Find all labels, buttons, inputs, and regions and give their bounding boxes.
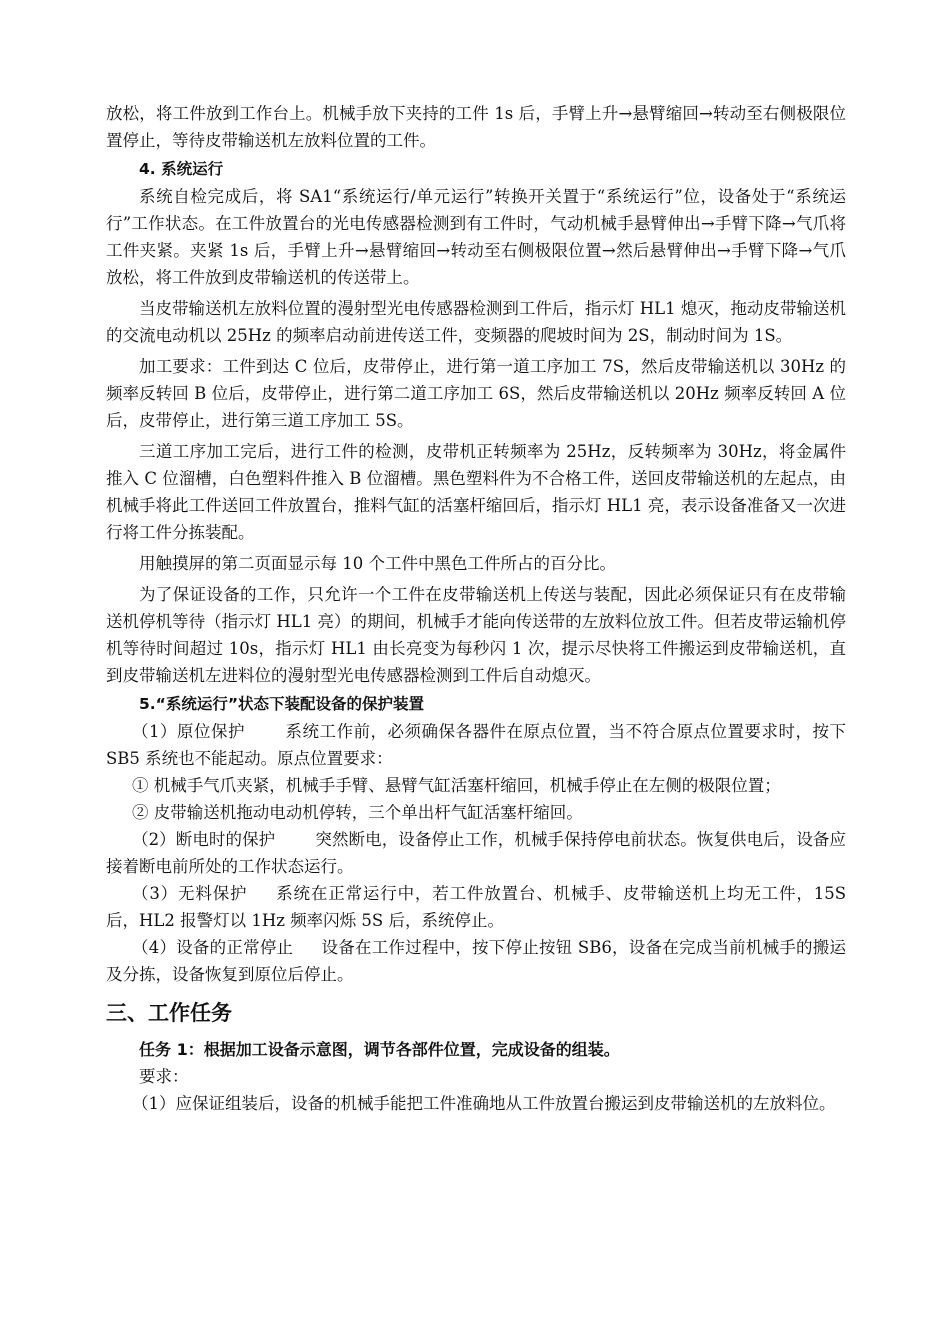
protection-normal-stop-label: （4）设备的正常停止 xyxy=(132,938,294,957)
task-1-heading: 任务 1：根据加工设备示意图，调节各部件位置，完成设备的组装。 xyxy=(139,1040,620,1059)
protection-origin-label: （1）原位保护 xyxy=(132,722,245,741)
protection-origin xyxy=(106,718,846,772)
document-page xyxy=(106,100,846,1117)
origin-item-2: ② 皮带输送机拖动电动机停转，三个单出杆气缸活塞杆缩回。 xyxy=(132,803,583,822)
protection-power-off-text: 突然断电，设备停止工作，机械手保持停电前状态。恢复供电后，设备应接着断电前所处的工作状态运行。 xyxy=(106,830,847,876)
paragraph-single-workpiece: 为了保证设备的工作，只允许一个工件在皮带输送机上传送与装配，因此必须保证只有在皮带输送机停机等待（指示灯 HL1 亮）的期间，机械手才能向传送带的左放料位放工件。但若皮带运输机停机等待时间超过 10s，指示灯 HL1 由长亮变为每秒闪 1 次，提示尽快将工件搬运到皮带输送机，直到皮带输送机左进料位的漫射型光电传感器检测到工件后自动熄灭。 xyxy=(106,585,846,685)
protection-power-off-label: （2）断电时的保护 xyxy=(132,830,276,849)
protection-normal-stop xyxy=(106,934,846,988)
requirements-label: 要求： xyxy=(139,1067,189,1086)
protection-no-material xyxy=(106,880,846,934)
protection-no-material-label: （3）无料保护 xyxy=(132,884,248,903)
protection-power-off xyxy=(106,826,846,880)
origin-item-1: ① 机械手气爪夹紧，机械手手臂、悬臂气缸活塞杆缩回，机械手停止在左侧的极限位置； xyxy=(132,776,781,795)
protection-origin-text: 系统工作前，必须确保各器件在原点位置，当不符合原点位置要求时，按下 SB5 系统也不能起动。原点位置要求： xyxy=(106,722,846,768)
heading-system-run: 4. 系统运行 xyxy=(139,160,224,178)
protection-no-material-text: 系统在正常运行中，若工件放置台、机械手、皮带输送机上均无工件，15S 后，HL2 报警灯以 1Hz 频率闪烁 5S 后，系统停止。 xyxy=(106,884,846,930)
paragraph-inspection: 三道工序加工完后，进行工件的检测，皮带机正转频率为 25Hz，反转频率为 30Hz，将金属件推入 C 位溜槽，白色塑料件推入 B 位溜槽。黑色塑料件为不合格工件，送回皮带输送机的左起点，由机械手将此工件送回工件放置台，推料气缸的活塞杆缩回后，指示灯 HL1 亮，表示设备准备又一次进行将工件分拣装配。 xyxy=(106,442,846,542)
paragraph-self-check: 系统自检完成后，将 SA1“系统运行/单元运行”转换开关置于“系统运行”位，设备处于“系统运行”工作状态。在工件放置台的光电传感器检测到有工件时，气动机械手悬臂伸出→手臂下降→气爪将工件夹紧。夹紧 1s 后，手臂上升→悬臂缩回→转动至右侧极限位置→然后悬臂伸出→手臂下降→气爪放松，将工件放到皮带输送机的传送带上。 xyxy=(106,187,846,287)
heading-protection: 5.“系统运行”状态下装配设备的保护装置 xyxy=(139,695,425,713)
section-heading-tasks: 三、工作任务 xyxy=(106,1001,232,1025)
paragraph-continued: 放松，将工件放到工作台上。机械手放下夹持的工件 1s 后，手臂上升→悬臂缩回→转动至右侧极限位置停止，等待皮带输送机左放料位置的工件。 xyxy=(106,104,846,150)
paragraph-touchscreen: 用触摸屏的第二页面显示每 10 个工件中黑色工件所占的百分比。 xyxy=(139,554,616,573)
paragraph-belt-start: 当皮带输送机左放料位置的漫射型光电传感器检测到工件后，指示灯 HL1 熄灭，拖动皮带输送机的交流电动机以 25Hz 的频率启动前进传送工件，变频器的爬坡时间为 2S，制动时间为 1S。 xyxy=(106,299,846,345)
paragraph-process-requirements: 加工要求：工件到达 C 位后，皮带停止，进行第一道工序加工 7S，然后皮带输送机以 30Hz 的频率反转回 B 位后，皮带停止，进行第二道工序加工 6S，然后皮带输送机以 20Hz 频率反转回 A 位后，皮带停止，进行第三道工序加工 5S。 xyxy=(106,357,846,430)
protection-normal-stop-text: 设备在工作过程中，按下停止按钮 SB6，设备在完成当前机械手的搬运及分拣，设备恢复到原位后停止。 xyxy=(106,938,847,984)
requirement-1: （1）应保证组装后，设备的机械手能把工件准确地从工件放置台搬运到皮带输送机的左放料位。 xyxy=(132,1094,836,1113)
